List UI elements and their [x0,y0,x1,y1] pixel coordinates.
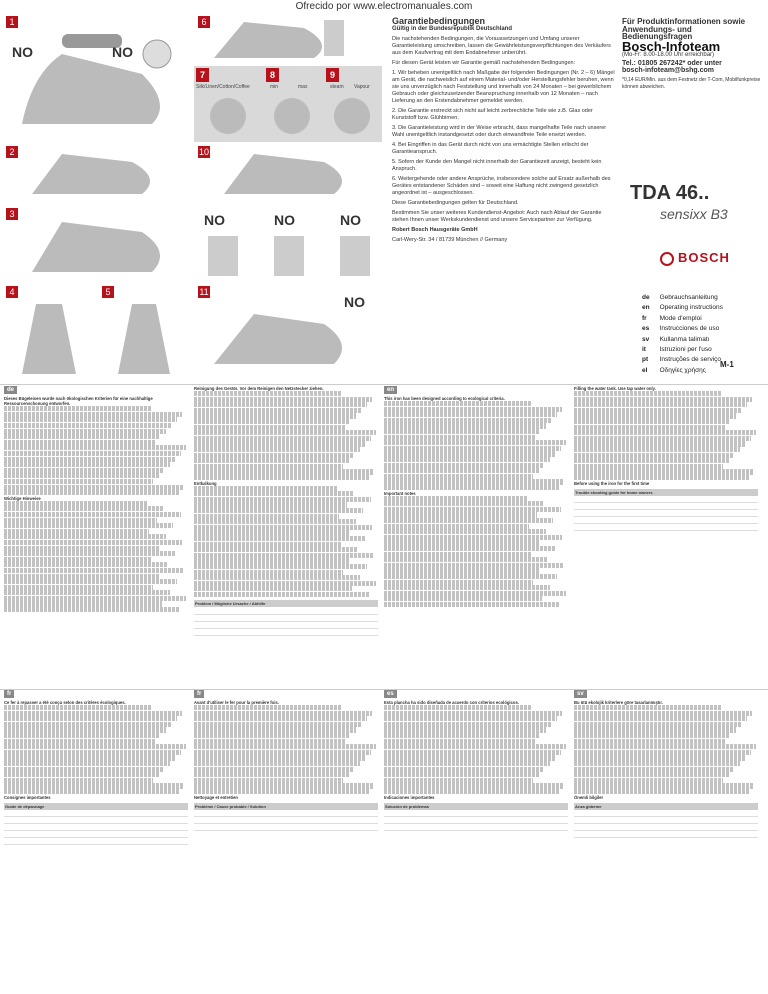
column-tr: sv Bu ütü ekolojik kriterlere göre tasarlanmıştır. Önemli bilgiler Arıza giderme [574,690,758,990]
no-label: NO [12,44,33,60]
strip-label: Vapour [354,84,370,90]
figure-panel-7-9 [194,66,382,142]
figure-number: 8 [266,68,279,82]
iron-steam-illustration [194,144,382,204]
figure-number: 1 [6,16,18,28]
section-divider [0,689,768,690]
language-row: pt Instruções de serviço [642,356,722,364]
page-header: Ofrecido por www.electromanuales.com [295,1,473,12]
language-row: de Gebrauchsanleitung [642,294,718,301]
no-label: NO [344,294,365,310]
language-row: es Instrucciones de uso [642,325,720,333]
guarantee-paragraph: Diese Garantiebedingungen gelten für Deutschland. [392,200,519,206]
figure-panel-2 [2,144,190,204]
text-lines [4,406,188,495]
figure-panel-6 [194,14,382,64]
column-en-1: en This iron has been designed according to ecological criteria. Important notes [384,386,568,686]
figure-number: 9 [326,68,339,82]
column-de-2: Reinigung des Geräts. Vor dem Reinigen den Netzstecker ziehen. Entkalkung Problem / Mögliche Ursache / Abhilfe [194,386,378,686]
guarantee-paragraph: 1. Wir beheben unentgeltlich nach Maßgabe der folgenden Bedingungen (Nr. 2 – 6) Mängel am Gerät, die nachweislich auf einem Material- und/oder Herstellungsfehler beruhen, wenn sie uns unverzüglich nach Feststellung und innerhalb von 24 Monaten – bei gewerblichem Gebrauch oder gleichzusetzender Beanspruchung innerhalb von 12 Monaten – nach Lieferung an den Erstendabnehmer gemeldet werden. [392,70,615,104]
guarantee-paragraph: 3. Die Garantieleistung wird in der Weise erbracht, dass mangelhafte Teile nach unserer Wahl unentgeltlich instandgesetzt oder durch einwandfreie Teile ersetzt werden. [392,125,607,138]
guarantee-paragraph: 2. Die Garantie erstreckt sich nicht auf leicht zerbrechliche Teile wie z.B. Glas oder Kunststoff bzw. Glühbirnen. [392,108,593,121]
text-lines [194,486,378,597]
guarantee-title: Garantiebedingungen [392,16,486,26]
text-lines [574,391,758,480]
guarantee-paragraph: Die nachstehenden Bedingungen, die Voraussetzungen und Umfang unserer Garantieleistung umschreiben, lassen die Gewährleistungsverpflichtungen des Verkäufers aus dem Kaufvertrag mit dem Endabnehmer unberührt. [392,36,611,56]
iron-illustration [2,14,190,142]
text-lines [384,496,568,607]
troubleshooting-table: Problem / Mögliche Ursache / Abhilfe [194,600,378,636]
strip-label: max [298,84,308,90]
troubleshooting-table: Solución de problemas [384,803,568,832]
language-row: it Istruzioni per l'uso [642,346,712,354]
column-fr-2: fr Avant d'utiliser le fer pour la première fois. Nettoyage et entretien Problème / Cause probable / Solution [194,690,378,990]
service-hours: (Mo-Fr: 8.00-18.00 Uhr erreichbar) [622,52,715,58]
column-de-1: de Dieses Bügeleisen wurde nach ökologischen Kriterien für eine nachhaltige Ressourcenschonung entworfen. Wichtige Hinweise [4,386,188,686]
figure-number: 7 [196,68,209,82]
language-row: el Οδηγίες χρήσης [642,366,706,374]
strip-label: Silk/Linen/Cotton/Coffee [196,84,250,90]
company-address: Carl-Wery-Str. 34 / 81739 München // Germany [392,237,508,243]
figure-panel-3 [2,206,190,282]
text-lines [574,705,758,794]
figure-panel-11 [194,284,382,380]
troubleshooting-table: Guide de dépannage [4,803,188,846]
service-brand: Bosch-Infoteam [622,38,721,54]
figure-number: 5 [102,286,114,298]
figure-number: 4 [6,286,18,298]
language-row: sv Kullanma talimatı [642,335,710,343]
service-box [622,18,764,92]
guarantee-paragraph: 6. Weitergehende oder andere Ansprüche, insbesondere solche auf Ersatz außerhalb des Gerätes entstandener Schäden sind – soweit eine Haftung nicht zwingend gesetzlich angeordnet ist – ausgeschlossen. [392,176,611,196]
text-lines [384,401,568,490]
iron-upright-illustration [98,284,190,380]
model-number: TDA 46.. [630,182,710,204]
no-label: NO [274,212,295,228]
no-label: NO [340,212,361,228]
guarantee-paragraph: 5. Sofern der Kunde den Mangel nicht innerhalb der Garantiezeit anzeigt, besteht kein Anspruch. [392,159,602,172]
figure-panel-1 [2,14,190,142]
column-fr-1: fr Ce fer à repasser a été conçu selon des critères écologiques. Consignes importantes Guide de dépannage [4,690,188,990]
figure-number: 2 [6,146,18,158]
iron-heating-illustration [2,144,190,204]
figure-number: 6 [198,16,210,28]
dial-illustrations [194,66,382,142]
language-row: fr Mode d'emploi [642,314,702,322]
column-en-2: Filling the water tank. Use tap water only. Before using the iron for the first time Trouble shooting guide for home owners [574,386,758,686]
language-row: en Operating instructions [642,304,723,312]
service-phone: Tel.: 01805 267242* oder unter [622,59,722,67]
troubleshooting-table: Arıza giderme [574,803,758,839]
figure-number: 10 [198,147,209,157]
figure-panel-no [194,206,382,282]
document-code: M-1 [720,360,734,369]
company-name: Robert Bosch Hausgeräte GmbH [392,227,478,233]
text-lines [194,705,378,794]
column-es: es Esta plancha ha sido diseñada de acuerdo con criterios ecológicos. Indicaciones importantes Solución de problemas [384,690,568,990]
guarantee-subtitle: Gültig in der Bundesrepublik Deutschland [392,26,513,32]
figure-grid [0,14,384,382]
guarantee-paragraph: 4. Bei Eingriffen in das Gerät durch nicht von uns ermächtigte Stellen erlischt der Garantieanspruch. [392,142,589,155]
guarantee-conditions [392,18,618,247]
bosch-logo-icon [660,252,674,266]
iron-upright-illustration [2,284,96,380]
strip-label: steam [330,84,344,90]
text-lines [4,705,188,794]
instruction-columns [4,386,764,990]
text-lines [4,501,188,612]
model-series: sensixx B3 [660,206,728,222]
strip-label: min [270,84,279,90]
troubleshooting-table: Trouble shooting guide for home owners [574,489,758,532]
guarantee-paragraph: Für diesen Gerät leisten wir Garantie gemäß nachstehenden Bedingungen: [392,60,576,66]
figure-panel-5 [98,284,190,380]
service-email[interactable]: bosch-infoteam@bshg.com [622,67,714,74]
figure-panel-4 [2,284,96,380]
troubleshooting-table: Problème / Cause probable / Solution [194,803,378,832]
text-lines [194,391,378,480]
guarantee-paragraph: Bestimmen Sie unser weiteres Kundendienst-Angebot: Auch nach Ablauf der Garantie stehen Ihnen unser Werkskundendienst und unsere Servicepartner zur Verfügung. [392,210,602,223]
brand-logo: BOSCH [660,250,730,266]
figure-number: 3 [6,208,18,220]
iron-illustration [2,206,190,282]
service-heading: Für Produktinformationen sowie Anwendungs- und Bedienungsfragen [622,17,746,41]
language-list [640,292,733,377]
figure-panel-10 [194,144,382,204]
service-note: *0,14 EUR/Min. aus dem Festnetz der T-Com, Mobilfunkpreise können abweichen. [622,76,761,90]
no-label: NO [112,44,133,60]
section-divider [0,384,768,385]
text-lines [384,705,568,794]
filling-illustration [194,14,382,64]
figure-number: 11 [199,287,209,297]
no-label: NO [204,212,225,228]
